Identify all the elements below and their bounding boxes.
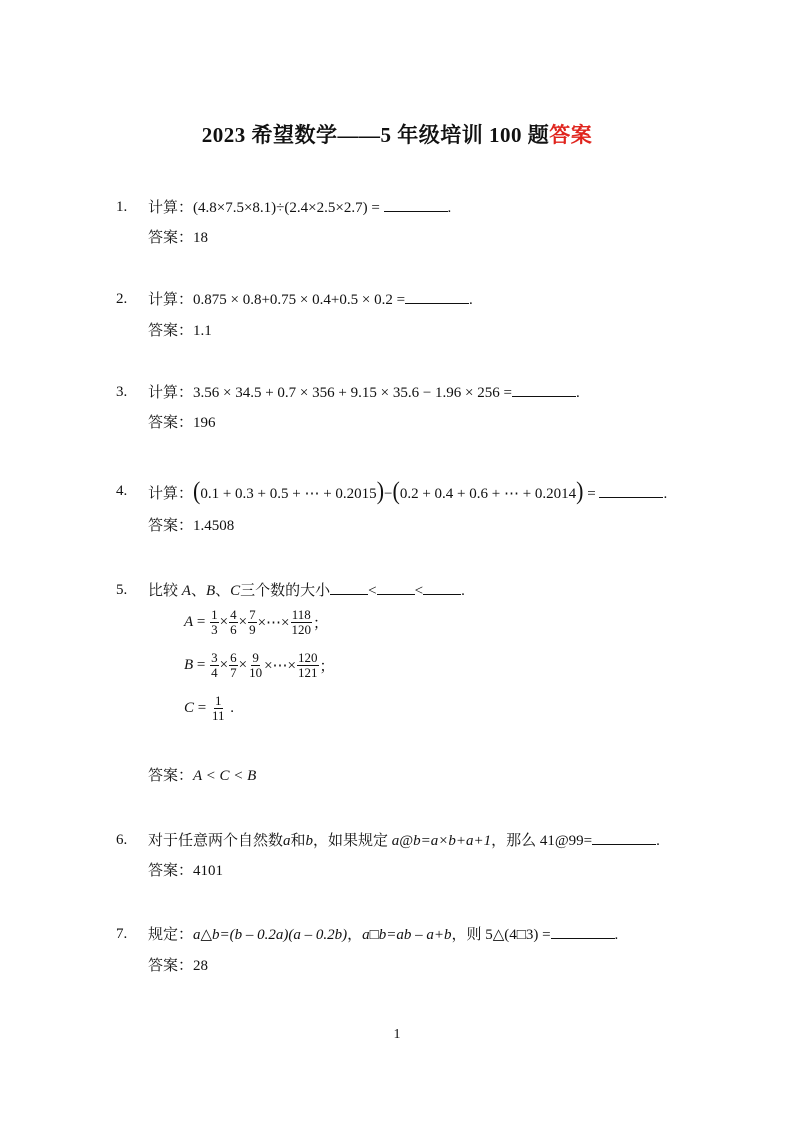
numerator: 4 <box>230 607 237 622</box>
fraction <box>297 651 319 680</box>
equals-sign: = <box>587 486 596 502</box>
problem-expression: (4.8×7.5×8.1)÷(2.4×2.5×2.7) = <box>193 200 380 216</box>
problem-number: 1. <box>116 199 128 215</box>
answer-label: 答案： <box>148 958 194 974</box>
fraction <box>248 651 263 680</box>
numerator: 120 <box>298 650 318 665</box>
answer-6 <box>148 861 223 881</box>
less-than: < <box>368 583 377 599</box>
problem-label: 计算： <box>148 200 194 216</box>
var-name: A <box>184 614 194 630</box>
less-than: < <box>414 583 424 599</box>
answer-value: 1.4508 <box>193 518 235 534</box>
line-end: . <box>230 700 235 716</box>
answer-3 <box>148 413 216 433</box>
definition-c: C = $\frac{1}{11}$ . <box>184 693 235 723</box>
var-c: C <box>230 583 241 599</box>
paren-open: ( <box>392 476 400 505</box>
answer-7 <box>148 956 208 976</box>
var-a: a <box>283 833 291 849</box>
answer-label: 答案： <box>148 230 194 246</box>
denominator: 11 <box>211 708 225 723</box>
triangle-operation: a△b=(b – 0.2a)(a – 0.2b) <box>193 927 348 943</box>
var-name: B <box>184 657 194 673</box>
paren-close: ) <box>376 476 385 505</box>
problem-text: 三个数的大小 <box>240 583 331 599</box>
answer-value: 1.1 <box>193 323 212 339</box>
answer-2 <box>148 321 212 341</box>
answer-label: 答案： <box>148 323 194 339</box>
answer-blank <box>551 924 615 939</box>
line-end: ； <box>313 616 329 632</box>
answer-value: 196 <box>193 415 216 431</box>
paren-close: ) <box>576 476 584 505</box>
numerator: 9 <box>252 650 259 665</box>
square-operation: a□b=ab – a+b <box>362 927 452 943</box>
fraction <box>210 608 219 637</box>
problem-label: 规定： <box>148 927 194 943</box>
answer-blank <box>599 483 663 498</box>
fraction <box>229 651 238 680</box>
answer-blank <box>592 830 656 845</box>
problem-question: ，则 5△(4□3) = <box>451 927 551 943</box>
var-b: B <box>205 583 216 599</box>
var-name: C <box>184 700 195 716</box>
problem-label: 比较 <box>148 583 182 599</box>
answer-4 <box>148 516 234 536</box>
answer-value: 28 <box>193 958 209 974</box>
conjunction: 和 <box>290 833 306 849</box>
numerator: 1 <box>215 693 222 708</box>
problem-expression: 3.56 × 34.5 + 0.7 × 356 + 9.15 × 35.6 − 1.96 × 256 = <box>193 385 512 401</box>
denominator: 9 <box>249 622 256 637</box>
problem-label: 计算： <box>148 385 194 401</box>
operation-definition: a@b=a×b+a+1 <box>391 833 492 849</box>
var-b: b <box>305 833 314 849</box>
answer-blank <box>330 580 368 595</box>
numerator: 1 <box>211 607 218 622</box>
problem-number: 7. <box>116 926 128 942</box>
fraction <box>248 608 257 637</box>
answer-value: A < C < B <box>193 768 257 784</box>
problem-number: 5. <box>116 582 128 598</box>
problem-end: . <box>663 486 668 502</box>
problem-number: 2. <box>116 291 128 307</box>
denominator: 6 <box>230 622 237 637</box>
denominator: 4 <box>211 665 218 680</box>
problem-expression: 0.875 × 0.8+0.75 × 0.4+0.5 × 0.2 = <box>193 292 406 308</box>
answer-blank <box>512 382 576 397</box>
denominator: 3 <box>211 622 218 637</box>
rule-text: ，如果规定 <box>313 833 392 849</box>
sum-odd: 0.1 + 0.3 + 0.5 + ⋯ + 0.2015 <box>200 486 377 502</box>
problem-end: . <box>656 833 660 849</box>
answer-label: 答案： <box>148 415 194 431</box>
paren-open: ( <box>193 476 201 505</box>
fraction <box>229 608 238 637</box>
problem-end: . <box>447 200 452 216</box>
sum-even: 0.2 + 0.4 + 0.6 + ⋯ + 0.2014 <box>399 486 577 502</box>
problem-label: 计算： <box>148 292 194 308</box>
answer-label: 答案： <box>148 768 194 784</box>
answer-1 <box>148 228 208 248</box>
denominator: 10 <box>249 665 263 680</box>
numerator: 118 <box>291 607 311 622</box>
problem-question: ，那么 41@99= <box>491 833 593 849</box>
minus-sign: − <box>384 486 393 502</box>
line-end: ； <box>319 659 335 675</box>
numerator: 3 <box>211 650 218 665</box>
title-main: 2023 希望数学——5 年级培训 100 题 <box>201 123 550 147</box>
answer-value: 18 <box>193 230 209 246</box>
fraction <box>291 608 313 637</box>
answer-value: 4101 <box>193 863 224 879</box>
answer-blank <box>384 197 448 212</box>
answer-label: 答案： <box>148 863 194 879</box>
problem-end: . <box>575 385 580 401</box>
problem-end: . <box>614 927 619 943</box>
problem-label: 对于任意两个自然数 <box>148 833 284 849</box>
problem-number: 4. <box>116 483 128 499</box>
problem-number: 6. <box>116 832 128 848</box>
problem-end: . <box>469 292 473 308</box>
problem-label: 计算： <box>148 486 194 502</box>
var-a: A <box>181 583 191 599</box>
separator: ， <box>347 927 363 943</box>
denominator: 7 <box>230 665 237 680</box>
definition-b: B = $\frac{3}{4}$ × $\frac{6}{7}$ × $\frac{9}{10}$ ×⋯× $\frac{120}{121}$ ； <box>184 650 335 680</box>
numerator: 6 <box>230 650 237 665</box>
answer-blank <box>423 580 461 595</box>
answer-blank <box>405 289 469 304</box>
title-highlight: 答案 <box>549 123 593 147</box>
answer-blank <box>377 580 415 595</box>
problem-end: . <box>461 583 465 599</box>
answer-label: 答案： <box>148 518 194 534</box>
denominator: 120 <box>291 622 311 637</box>
page-number: 1 <box>393 1027 401 1042</box>
numerator: 7 <box>249 607 256 622</box>
fraction <box>210 651 219 680</box>
denominator: 121 <box>298 665 318 680</box>
fraction <box>211 694 226 723</box>
definition-a: A = $\frac{1}{3}$ × $\frac{4}{6}$ × $\frac{7}{9}$ ×⋯× $\frac{118}{120}$ ； <box>184 607 329 637</box>
problem-number: 3. <box>116 384 128 400</box>
page-title <box>0 119 794 149</box>
answer-5 <box>148 766 256 786</box>
